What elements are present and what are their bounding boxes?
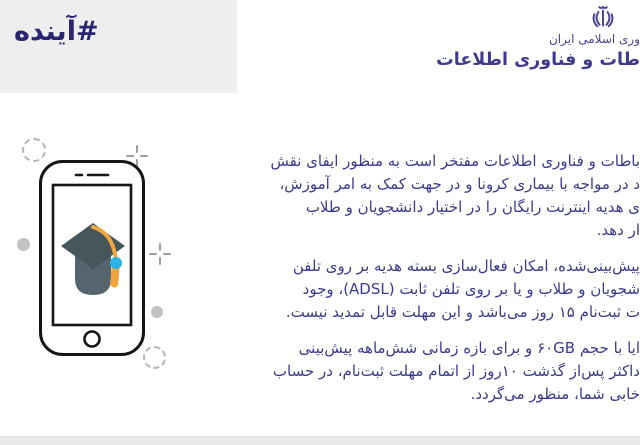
paragraph [252,150,640,242]
paragraph-line: خابی شما، منظور می‌گردد. [470,385,640,403]
paragraph-line: شجویان و طلاب و یا بر روی تلفن ثابت (ADSL)، وجود [302,280,640,298]
dashed-plus-icon [149,243,171,265]
gov-title-line1: وری اسلامی ایران [548,32,640,46]
paragraph-line: پیش‌بینی‌شده، امکان فعال‌سازی بسته هدیه بر روی تلفن [292,257,640,275]
paragraph-line: باطات و فناوری اطلاعات مفتخر است به منظور ایفای نقش [270,152,640,170]
header-gray-strip [0,0,237,94]
paragraph-line: داکثر پس‌از گذشت ۱۰روز از اتمام مهلت ثبت‌نام، در حساب [272,362,640,380]
gov-title-line2: طات و فناوری اطلاعات [436,50,640,70]
paragraph [252,255,640,324]
article [252,150,640,435]
footer-strip [0,436,640,445]
campaign-hashtag: #آینده [14,16,99,47]
gray-dot-icon [151,306,163,318]
smartphone-icon [38,159,146,359]
illustration-panel [0,93,262,437]
paragraph [252,337,640,406]
paragraph-line: ی هدیه اینترنت رایگان را در اختیار دانشجویان و طلاب [305,198,640,216]
paragraph-line: ایا با حجم ۶۰GB و برای بازه زمانی شش‌ماهه پیش‌بینی [298,339,640,357]
paragraph-line: ار دهد. [596,221,640,239]
dashed-circle-icon [143,346,166,369]
gray-dot-icon [17,238,30,251]
paragraph-line: ت ثبت‌نام ۱۵ روز می‌باشد و این مهلت قابل تمدید نیست. [285,303,640,321]
paragraph-line: د در مواجه با بیماری کرونا و در جهت کمک به امر آموزش، [279,175,640,193]
iran-emblem-icon [588,5,618,31]
